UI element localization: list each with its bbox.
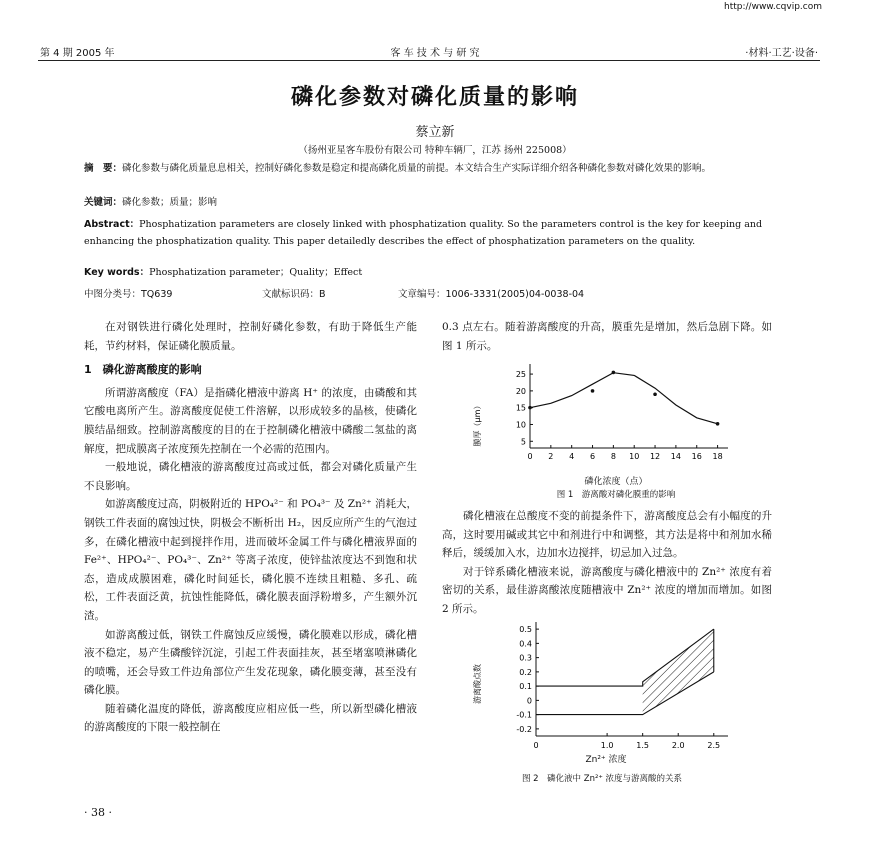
figure-2-ylabel: 游离酸点数 bbox=[473, 664, 482, 704]
keywords-cn-text: 磷化参数；质量；影响 bbox=[122, 197, 218, 208]
y-tick-label: 25 bbox=[515, 370, 526, 380]
paragraph: 如游离酸过低，钢铁工件腐蚀反应缓慢，磷化膜难以形成，磷化槽液不稳定，易产生磷酸锌沉淀，引起工件表面挂灰，甚至堵塞喷淋磷化的喷嘴，还会导致工件边角部位产生发花现象，磷化膜变薄，甚至没有磷化膜。 bbox=[84, 628, 417, 697]
x-tick-label: 2.0 bbox=[671, 741, 685, 750]
y-tick-label: -0.1 bbox=[516, 710, 532, 720]
paragraph: 磷化槽液在总酸度不变的前提条件下，游离酸度总会有小幅度的升高，这时要用碱或其它中和剂进行中和调整，其方法是将中和剂加水稀释后，缓缓加入水，边加水边搅拌，切忌加入过急。 bbox=[442, 510, 772, 560]
x-tick-label: 6 bbox=[589, 452, 596, 461]
x-tick-label: 0 bbox=[533, 741, 539, 750]
journal-name: 客 车 技 术 与 研 究 bbox=[390, 48, 480, 59]
right-column-top bbox=[442, 318, 772, 355]
paragraph: 如游离酸度过高，阴极附近的 HPO₄²⁻ 和 PO₄³⁻ 及 Zn²⁺ 消耗大，钢铁工件表面的腐蚀过快，阴极会不断析出 H₂，因反应所产生的气泡过多，在磷化槽液中起到搅拌作用，进而破坏金属工件与磷化槽液界面的 Fe²⁺、HPO₄²⁻、PO₄³⁻、Zn²⁺ 等离子浓度，使锌盐浓度达不到饱和状态，造成成膜困难，磷化时间延长，磷化膜不连续且粗糙、多孔、疏松，工件表面泛黄，抗蚀性能降低，磷化膜表面浮粉增多，产生额外沉渣。 bbox=[84, 498, 417, 622]
figure-1-axes bbox=[516, 364, 728, 461]
abstract-cn-label: 摘 要： bbox=[84, 163, 123, 174]
figure-1-marks bbox=[528, 371, 719, 426]
figure-2-xlabel: Zn²⁺ 浓度 bbox=[585, 755, 627, 765]
x-tick-label: 0 bbox=[527, 452, 533, 461]
source-url: http://www.cqvip.com bbox=[724, 2, 822, 12]
x-tick-label: 10 bbox=[629, 452, 640, 461]
paragraph: 所谓游离酸度（FA）是指磷化槽液中游离 H⁺ 的浓度，由磷酸和其它酸电离所产生。游离酸度促使工件溶解，以形成较多的晶核，使磷化膜结晶细致。控制游离酸度的目的在于控制磷化槽液中磷酸二氢盐的离解度，把成膜离子浓度预先控制在一个必需的范围内。 bbox=[84, 386, 417, 455]
article-number: 文章编号：1006-3331(2005)04-0038-04 bbox=[398, 289, 585, 300]
x-tick-label: 1.5 bbox=[636, 741, 650, 750]
paper-title: 磷化参数对磷化质量的影响 bbox=[290, 85, 579, 110]
abstract-cn bbox=[84, 160, 774, 177]
right-column-middle bbox=[442, 507, 772, 619]
data-point bbox=[591, 389, 595, 393]
y-tick-label: 0.4 bbox=[519, 639, 532, 649]
header-rule bbox=[38, 60, 820, 61]
y-tick-label: 0 bbox=[526, 696, 532, 706]
clc-number: 中图分类号：TQ639 bbox=[84, 289, 173, 300]
figure-1-ylabel: 膜厚（μm） bbox=[473, 401, 482, 447]
y-tick-label: 0.3 bbox=[519, 653, 532, 663]
x-tick-label: 2.5 bbox=[707, 741, 721, 750]
y-tick-label: 5 bbox=[520, 437, 526, 447]
left-column bbox=[84, 318, 417, 737]
data-point bbox=[612, 371, 616, 375]
data-point bbox=[716, 422, 720, 426]
keywords-en bbox=[84, 264, 774, 281]
abstract-en-text: Phosphatization parameters are closely linked with phosphatization quality. So the parameters control is the key for keeping and enhancing the phosphatization quality. This paper detailedly describes the effect of phosphatization parameters on the quality. bbox=[84, 219, 763, 247]
figure-1-xlabel: 磷化浓度（点） bbox=[584, 477, 648, 487]
figure-1-chart bbox=[466, 356, 766, 474]
abstract-en bbox=[84, 216, 774, 250]
keywords-cn bbox=[84, 194, 774, 211]
x-tick-label: 16 bbox=[691, 452, 702, 461]
y-tick-label: 15 bbox=[515, 403, 526, 413]
affiliation: （扬州亚星客车股份有限公司 特种车辆厂，江苏 扬州 225008） bbox=[298, 145, 572, 156]
x-tick-label: 12 bbox=[649, 452, 661, 461]
abstract-cn-text: 磷化参数与磷化质量息息相关，控制好磷化参数是稳定和提高磷化质量的前提。本文结合生产实际详细介绍各种磷化参数对磷化效果的影响。 bbox=[122, 163, 712, 174]
keywords-en-text: Phosphatization parameter；Quality；Effect bbox=[149, 267, 363, 278]
y-tick-label: 0.1 bbox=[519, 682, 532, 692]
issue-info: 第 4 期 2005 年 bbox=[40, 48, 115, 59]
x-tick-label: 18 bbox=[712, 452, 723, 461]
paragraph: 0.3 点左右。随着游离酸度的升高，膜重先是增加，然后急剧下降。如图 1 所示。 bbox=[442, 321, 772, 352]
y-tick-label: 0.2 bbox=[519, 667, 532, 677]
y-tick-label: 0.5 bbox=[519, 625, 532, 635]
section-1-heading: 1 磷化游离酸度的影响 bbox=[84, 363, 202, 377]
document-code: 文献标识码：B bbox=[262, 289, 326, 300]
author: 蔡立新 bbox=[415, 125, 455, 140]
hatched-optimal-region bbox=[643, 629, 714, 715]
keywords-en-label: Key words： bbox=[84, 267, 150, 278]
data-point bbox=[653, 392, 657, 396]
x-tick-label: 14 bbox=[670, 452, 681, 461]
figure-1-caption: 图 1 游离酸对磷化膜重的影响 bbox=[556, 490, 676, 500]
paragraph: 一般地说，磷化槽液的游离酸度过高或过低，都会对磷化质量产生不良影响。 bbox=[84, 461, 417, 492]
keywords-cn-label: 关键词： bbox=[84, 197, 123, 208]
x-tick-label: 2 bbox=[548, 452, 554, 461]
data-point bbox=[528, 406, 532, 410]
paragraph: 随着磷化温度的降低，游离酸度应相应低一些，所以新型磷化槽液的游离酸度的下限一般控制在 bbox=[84, 702, 417, 734]
y-tick-label: 10 bbox=[515, 420, 526, 430]
x-tick-label: 4 bbox=[569, 452, 575, 461]
x-tick-label: 1.0 bbox=[600, 741, 614, 750]
page-number: · 38 · bbox=[84, 806, 112, 819]
x-tick-label: 8 bbox=[610, 452, 616, 461]
paragraph: 对于锌系磷化槽液来说，游离酸度与磷化槽液中的 Zn²⁺ 浓度有着密切的关系，最佳游离酸浓度随槽液中 Zn²⁺ 浓度的增加而增加。如图 2 所示。 bbox=[442, 565, 772, 615]
y-tick-label: -0.2 bbox=[516, 724, 532, 734]
film-weight-curve bbox=[530, 373, 718, 424]
intro-paragraph: 在对钢铁进行磷化处理时，控制好磷化参数，有助于降低生产能耗，节约材料，保证磷化膜质量。 bbox=[84, 321, 417, 352]
y-tick-label: 20 bbox=[515, 386, 526, 396]
abstract-en-label: Abstract： bbox=[84, 219, 140, 230]
figure-2-caption: 图 2 磷化液中 Zn²⁺ 浓度与游离酸的关系 bbox=[521, 774, 683, 784]
figure-2-marks bbox=[536, 629, 714, 715]
figure-2-chart bbox=[466, 616, 746, 752]
section-tag: ·材料·工艺·设备· bbox=[745, 48, 818, 59]
